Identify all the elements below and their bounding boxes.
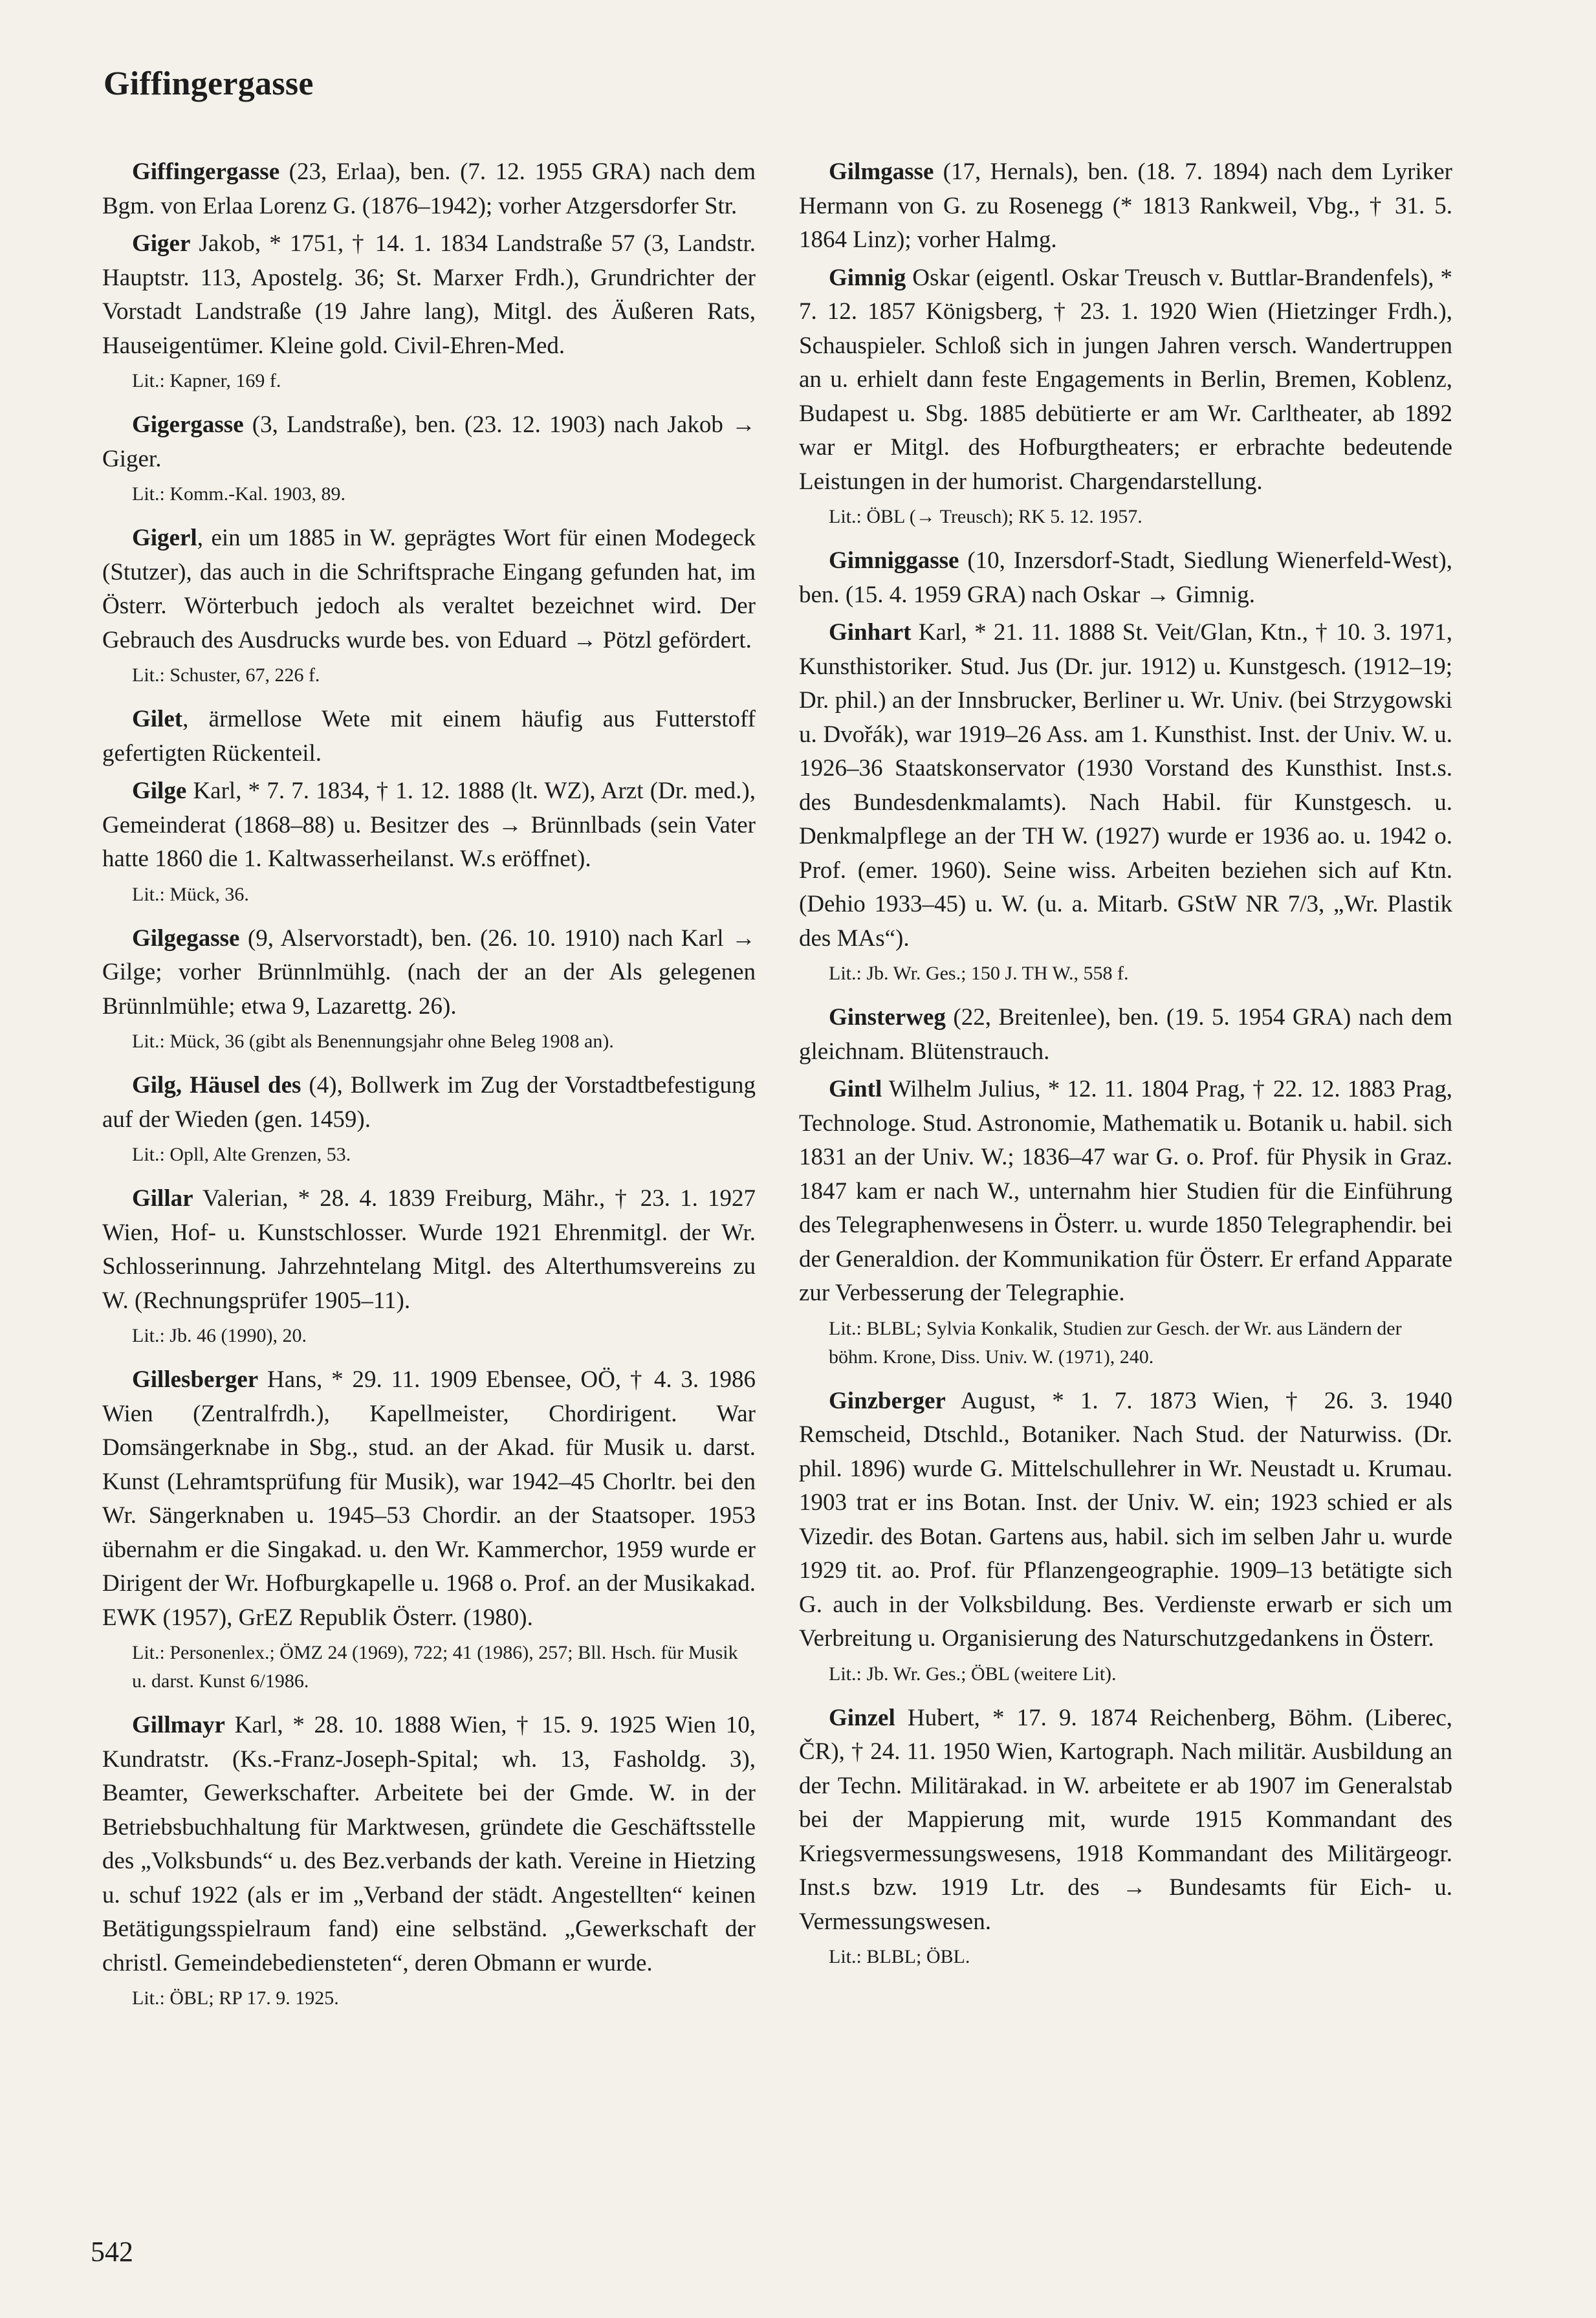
lexicon-entry <box>799 616 1452 956</box>
entry-headword: Ginzberger <box>829 1387 946 1414</box>
lexicon-entry <box>799 1701 1452 1940</box>
lexicon-entry <box>799 1384 1452 1656</box>
literature-reference: Lit.: ÖBL (→ Treusch); RK 5. 12. 1957. <box>829 506 1142 527</box>
entry-text: (10, Inzersdorf-Stadt, Siedlung Wienerfeld-West), ben. (15. 4. 1959 GRA) nach Oskar → Gimnig. <box>799 547 1452 608</box>
lexicon-entry <box>799 1073 1452 1311</box>
page-number: 542 <box>91 2236 133 2268</box>
entry-text: Hans, * 29. 11. 1909 Ebensee, OÖ, † 4. 3. 1986 Wien (Zentralfrdh.), Kapellmeister, Chordirigent. War Domsängerknabe in Sbg., stud. an der Akad. für Musik u. darst. Kunst (Lehramtsprüfung für Musik), war 1942–45 Chorltr. bei den Wr. Sängerknaben u. 1945–53 Chordir. an der Staatsoper. 1953 übernahm er die Singakad. u. den Wr. Kammerchor, 1959 wurde er Dirigent der Wr. Hofburgkapelle u. 1968 o. Prof. an der Musikakad. EWK (1957), GrEZ Republik Österr. (1980). <box>102 1366 756 1631</box>
entry-text: August, * 1. 7. 1873 Wien, † 26. 3. 1940 Remscheid, Dtschld., Botaniker. Nach Stud. der Naturwiss. (Dr. phil. 1896) wurde G. Mittelschullehrer in Wr. Neustadt u. Krumau. 1903 trat er ins Botan. Inst. der Univ. W. ein; 1923 schied er als Vizedir. des Botan. Gartens aus, habil. sich im selben Jahr u. wurde 1929 tit. ao. Prof. für Pflanzengeographie. 1909–13 betätigte sich G. auch in der Volksbildung. Bes. Verdienste erwarb er sich um Verbreitung u. Organisierung des Naturschutzgedankens in Österr. <box>799 1387 1452 1652</box>
entry-headword: Giger <box>132 230 191 257</box>
lexicon-entry <box>102 408 756 476</box>
literature-reference: Lit.: BLBL; ÖBL. <box>829 1946 970 1967</box>
entry-headword: Giffingergasse <box>132 159 280 185</box>
lexicon-entry <box>799 261 1452 499</box>
literature-reference: Lit.: Mück, 36 (gibt als Benennungsjahr ohne Beleg 1908 an). <box>132 1031 614 1052</box>
entry-headword: Gilgegasse <box>132 924 240 952</box>
literature-reference: Lit.: Schuster, 67, 226 f. <box>132 664 320 686</box>
entry-text: (3, Landstraße), ben. (23. 12. 1903) nach Jakob → Giger. <box>102 411 756 472</box>
lexicon-entry <box>102 774 756 877</box>
lexicon-entry <box>102 155 756 223</box>
entry-headword: Gigergasse <box>132 411 244 438</box>
lexicon-entry <box>102 521 756 657</box>
entry-headword: Gillar <box>132 1185 193 1212</box>
literature-reference: Lit.: ÖBL; RP 17. 9. 1925. <box>132 1987 339 2009</box>
entry-headword: Gillesberger <box>132 1366 259 1393</box>
entry-text: (9, Alservorstadt), ben. (26. 10. 1910) nach Karl → Gilge; vorher Brünnlmühlg. (nach der an der Als gelegenen Brünnlmühle; etwa 9, Lazarettg. 26). <box>102 924 756 1020</box>
entry-text: (4), Bollwerk im Zug der Vorstadtbefestigung auf der Wieden (gen. 1459). <box>102 1072 756 1133</box>
literature-reference: Lit.: Kapner, 169 f. <box>132 370 281 391</box>
entry-text: Karl, * 7. 7. 1834, † 1. 12. 1888 (lt. WZ), Arzt (Dr. med.), Gemeinderat (1868–88) u. Besitzer des → Brünnlbads (sein Vater hatte 1860 die 1. Kaltwasserheilanst. W.s eröffnet). <box>102 778 756 872</box>
right-column <box>799 155 1452 1984</box>
entry-text: , ein um 1885 in W. geprägtes Wort für einen Modegeck (Stutzer), das auch in die Schriftsprache Eingang gefunden hat, im Österr. Wörterbuch jedoch als veraltet bezeichnet wird. Der Gebrauch des Ausdrucks wurde bes. von Eduard → Pötzl gefördert. <box>102 525 756 653</box>
entry-headword: Ginzel <box>829 1704 895 1731</box>
entry-headword: Ginsterweg <box>829 1004 946 1031</box>
lexicon-entry <box>799 155 1452 257</box>
literature-reference: Lit.: Opll, Alte Grenzen, 53. <box>132 1144 351 1165</box>
lexicon-entry <box>799 1001 1452 1069</box>
entry-text: Karl, * 28. 10. 1888 Wien, † 15. 9. 1925 Wien 10, Kundratstr. (Ks.-Franz-Joseph-Spital; wh. 13, Fasholdg. 3), Beamter, Gewerkschafter. Arbeitete bei der Gmde. W. in der Betriebsbuchhaltung für Marktwesen, gründete die Geschäftsstelle des „Volksbunds“ u. des Bez.verbands der kath. Vereine in Hietzing u. schuf 1922 (als er im „Verband der städt. Angestellten“ keinen Betätigungsspielraum fand) eine selbständ. „Gewerkschaft der christl. Gemeindebediensteten“, deren Obmann er wurde. <box>102 1712 756 1976</box>
entry-text: Oskar (eigentl. Oskar Treusch v. Buttlar-Brandenfels), * 7. 12. 1857 Königsberg, † 23. 1. 1920 Wien (Hietzinger Frdh.), Schauspieler. Schloß sich in jungen Jahren versch. Wandertruppen an u. erhielt dann feste Engagements in Berlin, Bremen, Koblenz, Budapest u. Sbg. 1885 debütierte er am Wr. Carltheater, ab 1892 war er Mitgl. des Hofburgtheaters; er erbrachte bedeutende Leistungen in der humorist. Chargendarstellung. <box>799 264 1452 495</box>
lexicon-entry <box>102 1182 756 1318</box>
literature-reference: Lit.: Jb. Wr. Ges.; ÖBL (weitere Lit). <box>829 1663 1117 1685</box>
entry-text: Jakob, * 1751, † 14. 1. 1834 Landstraße 57 (3, Landstr. Hauptstr. 113, Apostelg. 36; St. Marxer Frdh.), Grundrichter der Vorstadt Landstraße (19 Jahre lang), Mitgl. des Äußeren Rats, Hauseigentümer. Kleine gold. Civil-Ehren-Med. <box>102 230 756 359</box>
lexicon-entry <box>102 1069 756 1137</box>
running-head: Giffingergasse <box>104 65 314 102</box>
entry-text: Valerian, * 28. 4. 1839 Freiburg, Mähr., † 23. 1. 1927 Wien, Hof- u. Kunstschlosser. Wurde 1921 Ehrenmitgl. der Wr. Schlosserinnung. Jahrzehntelang Mitgl. des Alterthumsvereins zu W. (Rechnungsprüfer 1905–11). <box>102 1185 756 1314</box>
entry-headword: Gillmayr <box>132 1712 225 1738</box>
entry-text: Hubert, * 17. 9. 1874 Reichenberg, Böhm. (Liberec, ČR), † 24. 11. 1950 Wien, Kartograph. Nach militär. Ausbildung an der Techn. Militärakad. in W. arbeitete er ab 1907 im Generalstab bei der Mappierung mit, wurde 1915 Kommandant des Kriegsvermessungswesens, 1918 Kommandant des Militärgeogr. Inst.s bzw. 1919 Ltr. des → Bundesamts für Eich- u. Vermessungswesen. <box>799 1704 1452 1935</box>
entry-text: , ärmellose Wete mit einem häufig aus Futterstoff gefertigten Rückenteil. <box>102 706 756 767</box>
entry-headword: Gilg, Häusel des <box>132 1072 301 1099</box>
entry-headword: Gigerl <box>132 525 197 551</box>
entry-text: (17, Hernals), ben. (18. 7. 1894) nach dem Lyriker Hermann von G. zu Rosenegg (* 1813 Rankweil, Vbg., † 31. 5. 1864 Linz); vorher Halmg. <box>799 159 1452 253</box>
literature-reference: Lit.: Komm.-Kal. 1903, 89. <box>132 483 345 505</box>
entry-headword: Gintl <box>829 1076 882 1102</box>
lexicon-entry <box>102 703 756 771</box>
entry-text: Karl, * 21. 11. 1888 St. Veit/Glan, Ktn., † 10. 3. 1971, Kunsthistoriker. Stud. Jus (Dr. jur. 1912) u. Kunstgesch. (1912–19; Dr. phil.) an der Innsbrucker, Berliner u. Wr. Univ. (bei Strzygowski u. Dvořák), war 1919–26 Ass. am 1. Kunsthist. Inst. der Univ. W. u. 1926–36 Staatskonservator (1930 Vorstand des Kunsthist. Inst.s. des Bundesdenkmalamts). Nach Habil. für Kunstgesch. u. Denkmalpflege an der TH W. (1927) wurde er 1936 ao. u. 1942 o. Prof. (emer. 1960). Seine wiss. Arbeiten beziehen sich auf Ktn. (Dehio 1933–45) u. W. (u. a. Mitarb. GStW NR 7/3, „Wr. Plastik des MAs“). <box>799 619 1452 952</box>
literature-reference: Lit.: Mück, 36. <box>132 883 249 905</box>
entry-headword: Gilet <box>132 706 183 732</box>
literature-reference: Lit.: Jb. Wr. Ges.; 150 J. TH W., 558 f. <box>829 963 1129 984</box>
entry-headword: Gimnig <box>829 264 906 291</box>
lexicon-entry <box>102 1363 756 1635</box>
entry-headword: Gilmgasse <box>829 159 934 185</box>
entry-headword: Gimniggasse <box>829 547 959 574</box>
lexicon-entry <box>102 922 756 1024</box>
entry-text: (23, Erlaa), ben. (7. 12. 1955 GRA) nach dem Bgm. von Erlaa Lorenz G. (1876–1942); vorher Atzgersdorfer Str. <box>102 159 756 219</box>
lexicon-entry <box>102 227 756 363</box>
entry-text: Wilhelm Julius, * 12. 11. 1804 Prag, † 22. 12. 1883 Prag, Technologe. Stud. Astronomie, Mathematik u. Botanik u. habil. sich 1831 an der Univ. W.; 1836–47 war G. o. Prof. für Physik in Graz. 1847 kam er nach W., unternahm hier Studien für die Einführung des Telegraphenwesens in Österr. u. wurde 1850 Telegraphendir. bei der Generaldion. der Kommunikation für Österr. Er erfand Apparate zur Verbesserung der Telegraphie. <box>799 1076 1452 1306</box>
literature-reference: Lit.: Jb. 46 (1990), 20. <box>132 1325 307 1346</box>
left-column <box>102 155 756 2026</box>
entry-headword: Ginhart <box>829 619 912 646</box>
entry-headword: Gilge <box>132 778 187 804</box>
literature-reference: Lit.: Personenlex.; ÖMZ 24 (1969), 722; 41 (1986), 257; Bll. Hsch. für Musik u. darst. Kunst 6/1986. <box>132 1642 738 1692</box>
literature-reference: Lit.: BLBL; Sylvia Konkalik, Studien zur Gesch. der Wr. aus Ländern der böhm. Krone, Diss. Univ. W. (1971), 240. <box>829 1317 1402 1368</box>
lexicon-entry <box>799 544 1452 612</box>
lexicon-entry <box>102 1709 756 1980</box>
entry-text: (22, Breitenlee), ben. (19. 5. 1954 GRA) nach dem gleichnam. Blütenstrauch. <box>799 1004 1452 1065</box>
